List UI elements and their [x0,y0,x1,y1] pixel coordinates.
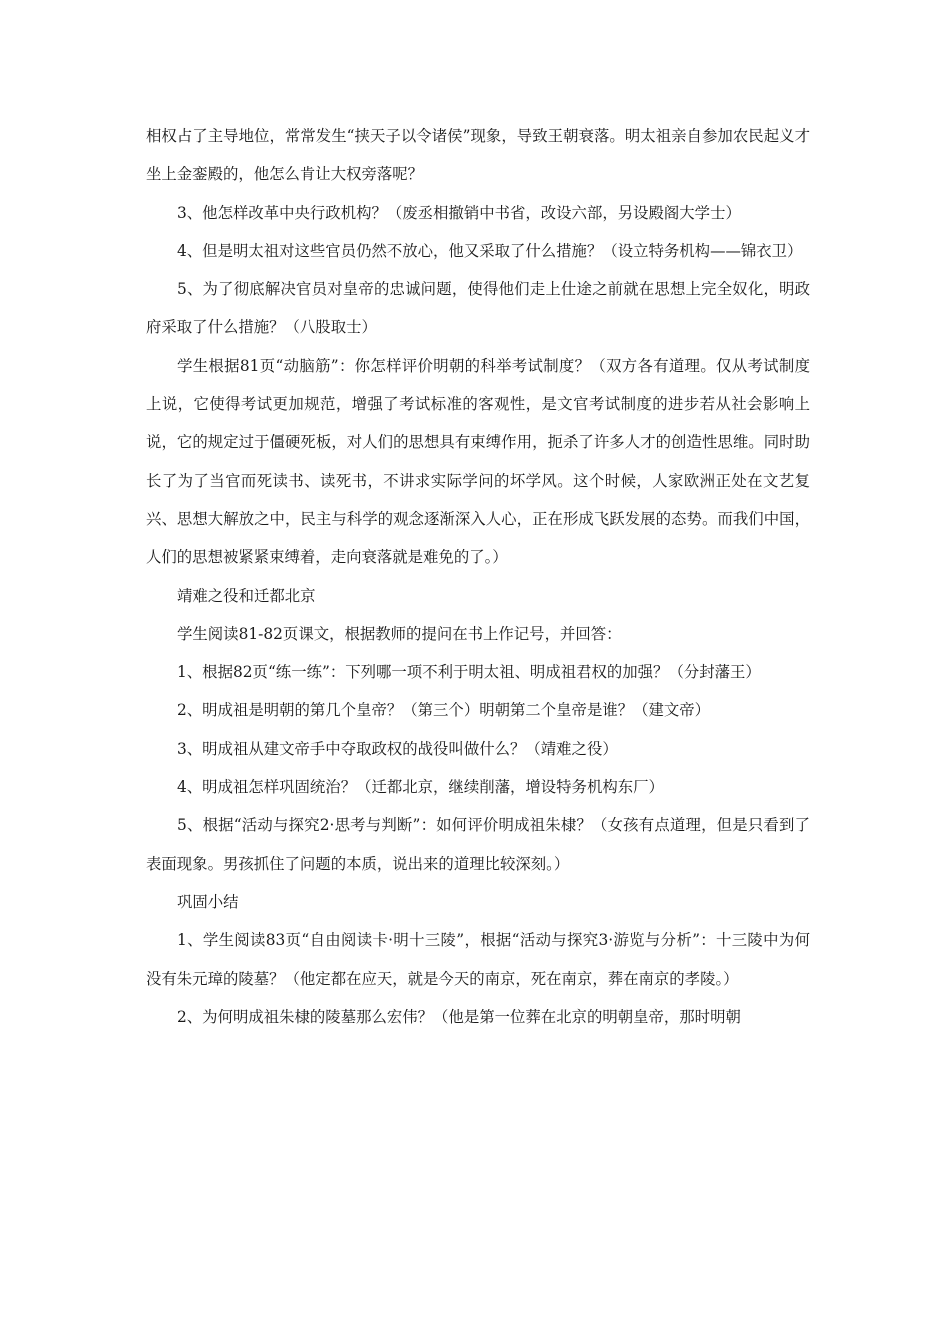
summary-question-2: 2、为何明成祖朱棣的陵墓那么宏伟？（他是第一位葬在北京的明朝皇帝，那时明朝 [177,1007,741,1026]
jingnan-question-4: 4、明成祖怎样巩固统治？（迁都北京，继续削藩，增设特务机构东厂） [177,778,664,797]
exam-evaluation-paragraph: 学生根据81页“动脑筋”：你怎样评价明朝的科举考试制度？（双方各有道理。仅从考试制度上说，它使得考试更加规范，增强了考试标准的客观性，是文官考试制度的进步若从社会影响上说，它的规定过于僵硬死板，对人们的思想具有束缚作用，扼杀了许多人才的创造性思维。同时助长了为了当官而死读书、读死书，不讲求实际学问的坏学风。这个时候，人家欧洲正处在文艺复兴、思想大解放之中，民主与科学的观念逐渐深入人心，正在形成飞跃发展的态势。而我们中国，人们的思想被紧紧束缚着，走向衰落就是难免的了。） [146,356,810,567]
question-3-paragraph: 3、他怎样改革中央行政机构？（废丞相撤销中书省，改设六部，另设殿阁大学士） [177,203,741,222]
question-4-paragraph: 4、但是明太祖对这些官员仍然不放心，他又采取了什么措施？（设立特务机构——锦衣卫） [177,241,803,260]
jingnan-question-3: 3、明成祖从建文帝手中夺取政权的战役叫做什么？（靖难之役） [177,739,618,758]
section-heading-summary: 巩固小结 [177,892,239,911]
jingnan-question-1: 1、根据82页“练一练”：下列哪一项不利于明太祖、明成祖君权的加强？（分封藩王） [177,663,761,682]
document-body [146,117,810,1036]
section-heading-jingnan: 靖难之役和迁都北京 [177,586,316,605]
summary-question-1: 1、学生阅读83页“自由阅读卡·明十三陵”，根据“活动与探究3·游览与分析”：十三陵中为何没有朱元璋的陵墓？（他定都在应天，就是今天的南京，死在南京，葬在南京的孝陵。） [146,931,810,988]
jingnan-question-2: 2、明成祖是明朝的第几个皇帝？（第三个）明朝第二个皇帝是谁？（建文帝） [177,701,711,720]
paragraph-continuation: 相权占了主导地位，常常发生“挟天子以令诸侯”现象，导致王朝衰落。明太祖亲自参加农民起义才坐上金銮殿的，他怎么肯让大权旁落呢？ [146,127,810,184]
jingnan-question-5: 5、根据“活动与探究2·思考与判断”：如何评价明成祖朱棣？（女孩有点道理，但是只看到了表面现象。男孩抓住了问题的本质，说出来的道理比较深刻。） [146,816,810,873]
reading-instruction-paragraph: 学生阅读81-82页课文，根据教师的提问在书上作记号，并回答： [177,624,622,643]
question-5-paragraph: 5、为了彻底解决官员对皇帝的忠诚问题，使得他们走上仕途之前就在思想上完全奴化，明政府采取了什么措施？（八股取士） [146,280,810,337]
